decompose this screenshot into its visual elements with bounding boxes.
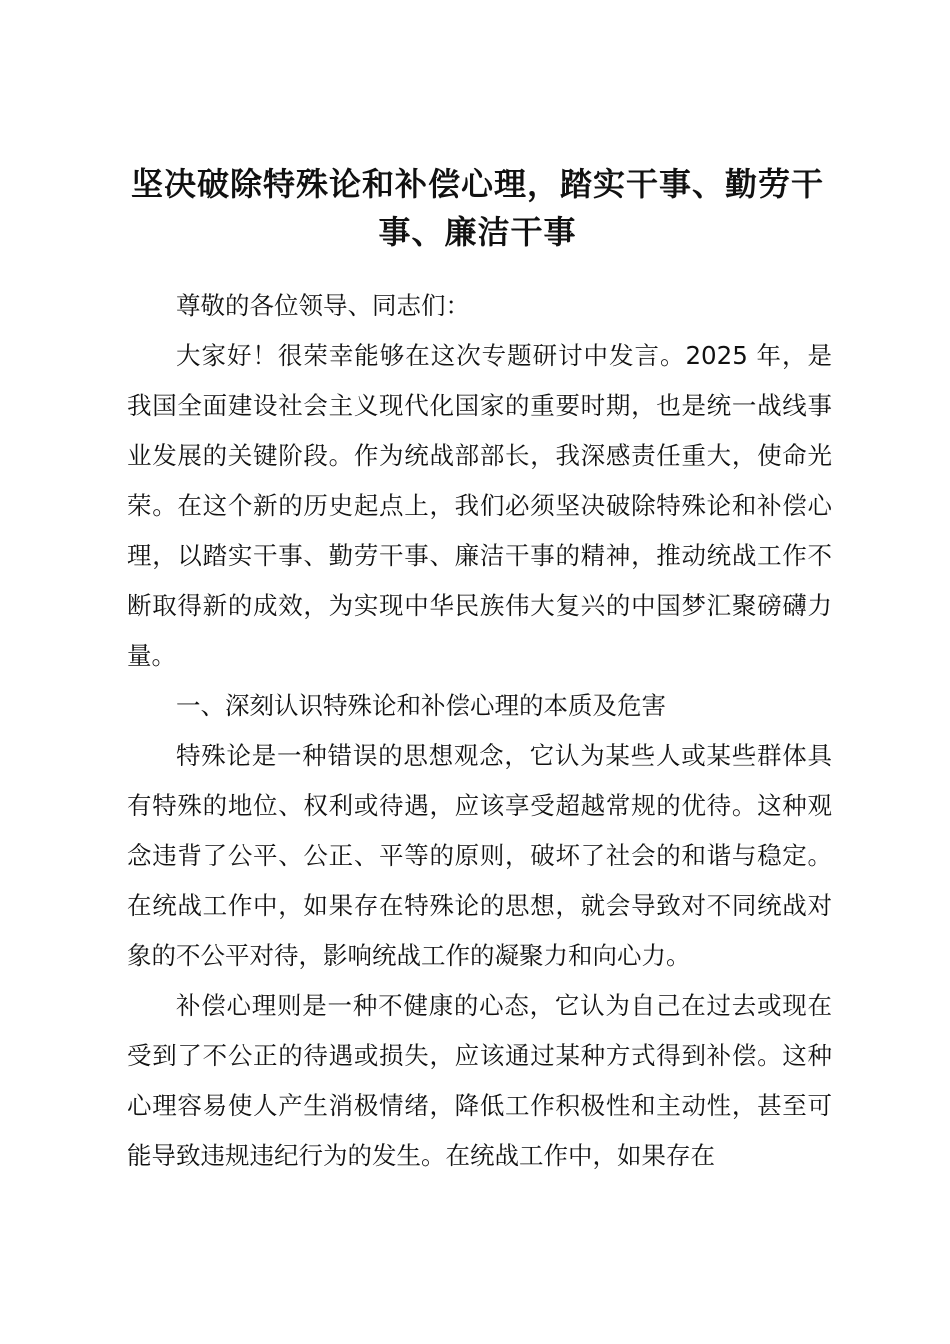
salutation: 尊敬的各位领导、同志们： [176,291,470,320]
document-title: 坚决破除特殊论和补偿心理，踏实干事、勤劳干事、廉洁干事 [130,165,824,251]
intro-paragraph: 大家好！很荣幸能够在这次专题研讨中发言。2025 年，是我国全面建设社会主义现代化国家的重要时期，也是统一战线事业发展的关键阶段。作为统战部部长，我深感责任重大，使命光荣。在这个新的历史起点上，我们必须坚决破除特殊论和补偿心理，以踏实干事、勤劳干事、廉洁干事的精神，推动统战工作不断取得新的成效，为实现中华民族伟大复兴的中国梦汇聚磅礴力量。 [127,341,832,670]
section-paragraph-2: 补偿心理则是一种不健康的心态，它认为自己在过去或现在受到了不公正的待遇或损失，应该通过某种方式得到补偿。这种心理容易使人产生消极情绪，降低工作积极性和主动性，甚至可能导致违规违纪行为的发生。在统战工作中，如果存在 [127,991,832,1170]
section-heading: 一、深刻认识特殊论和补偿心理的本质及危害 [176,691,666,720]
section-paragraph-1: 特殊论是一种错误的思想观念，它认为某些人或某些群体具有特殊的地位、权利或待遇，应该享受超越常规的优待。这种观念违背了公平、公正、平等的原则，破坏了社会的和谐与稳定。在统战工作中，如果存在特殊论的思想，就会导致对不同统战对象的不公平对待，影响统战工作的凝聚力和向心力。 [127,741,832,970]
